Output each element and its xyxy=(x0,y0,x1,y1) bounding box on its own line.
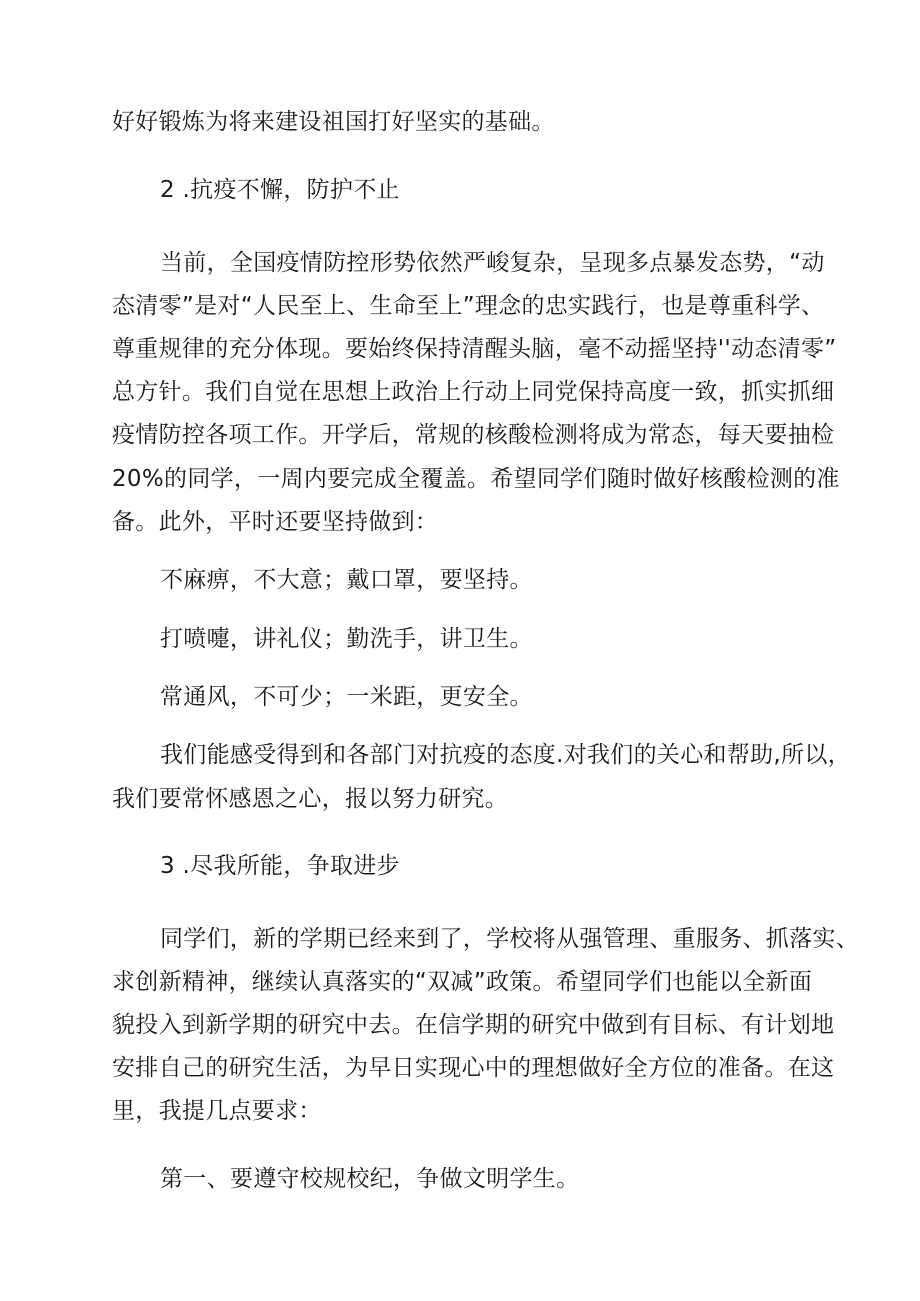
paragraph-line: 我们要常怀感恩之心，报以努力研究。 xyxy=(112,786,509,812)
paragraph-line: 总方针。我们自觉在思想上政治上行动上同党保持高度一致，抓实抓细 xyxy=(112,379,835,405)
paragraph-line: 貌投入到新学期的研究中去。在信学期的研究中做到有目标、有计划地 xyxy=(112,1012,835,1038)
paragraph-line: 疫情防控各项工作。开学后，常规的核酸检测将成为常态，每天要抽检 xyxy=(112,422,835,448)
paragraph-line: 20%的同学，一周内要完成全覆盖。希望同学们随时做好核酸检测的准 xyxy=(112,466,840,492)
section-heading: 2 .抗疫不懈，防护不止 xyxy=(160,177,400,203)
paragraph-line: 好好锻炼为将来建设祖国打好坚实的基础。 xyxy=(112,109,555,135)
paragraph-line: 同学们，新的学期已经来到了，学校将从强管理、重服务、抓落实、 xyxy=(160,926,859,952)
paragraph-line: 安排自己的研究生活，为早日实现心中的理想做好全方位的准备。在这 xyxy=(112,1055,835,1081)
list-item: 不麻痹，不大意；戴口罩，要坚持。 xyxy=(160,567,533,593)
paragraph-line: 尊重规律的充分体现。要始终保持清醒头脑，毫不动摇坚持''动态清零” xyxy=(112,336,837,362)
list-item: 常通风，不可少；一米距，更安全。 xyxy=(160,684,533,710)
paragraph-line: 态清零”是对“人民至上、生命至上”理念的忠实践行，也是尊重科学、 xyxy=(112,293,825,319)
paragraph-line: 备。此外，平时还要坚持做到： xyxy=(112,509,439,535)
paragraph-line: 我们能感受得到和各部门对抗疫的态度.对我们的关心和帮助,所以， xyxy=(160,742,851,768)
list-item: 第一、要遵守校规校纪，争做文明学生。 xyxy=(160,1166,580,1192)
paragraph-line: 当前，全国疫情防控形势依然严峻复杂，呈现多点暴发态势，“动 xyxy=(160,250,825,276)
section-heading: 3 .尽我所能，争取进步 xyxy=(160,853,400,879)
list-item: 打喷嚏，讲礼仪；勤洗手，讲卫生。 xyxy=(160,626,533,652)
paragraph-line: 里，我提几点要求： xyxy=(112,1098,322,1124)
paragraph-line: 求创新精神，继续认真落实的“双减”政策。希望同学们也能以全新面 xyxy=(112,969,813,995)
